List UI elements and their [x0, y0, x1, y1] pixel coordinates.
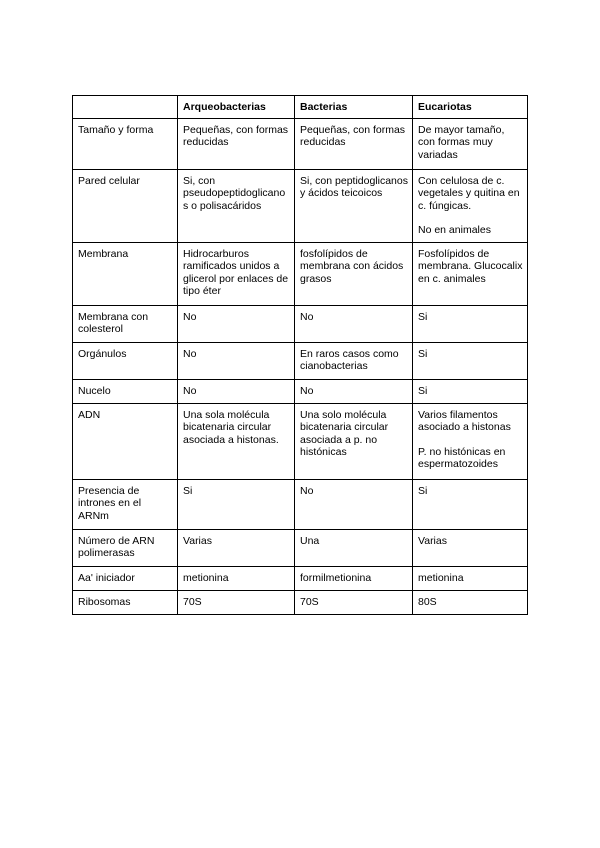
table-cell	[295, 242, 413, 305]
table-row	[73, 379, 528, 403]
cell-text: Una solo molécula bicatenaria circular asociada a p. no histónicas	[300, 408, 389, 458]
cell-text: Varios filamentos asociado a histonas	[418, 408, 511, 433]
row-label: Aa' iniciador	[73, 566, 178, 590]
table-row	[73, 118, 528, 169]
table-cell	[295, 305, 413, 342]
table-cell	[295, 479, 413, 529]
table-cell	[295, 169, 413, 242]
table-cell	[413, 379, 528, 403]
row-label: Tamaño y forma	[73, 118, 178, 169]
cell-text: Varias	[183, 534, 212, 547]
table-row	[73, 342, 528, 379]
cell-text: Una	[300, 534, 320, 547]
table-cell	[295, 118, 413, 169]
table-cell	[295, 566, 413, 590]
cell-text: formilmetionina	[300, 571, 372, 584]
comparison-table	[72, 95, 528, 615]
row-label: Membrana	[73, 242, 178, 305]
cell-text: Si, con peptidoglicanos y ácidos teicoicos	[300, 174, 408, 199]
header-cell-empty	[73, 96, 178, 119]
cell-text: Hidrocarburos ramificados unidos a glicerol por enlaces de tipo éter	[183, 247, 289, 297]
table-row	[73, 566, 528, 590]
cell-text: metionina	[418, 571, 464, 584]
cell-text: fosfolípidos de membrana con ácidos grasos	[300, 247, 404, 285]
cell-text: 80S	[418, 595, 437, 608]
table-cell	[295, 379, 413, 403]
table-cell	[178, 403, 295, 479]
cell-text: No	[300, 484, 314, 497]
cell-text: No	[300, 384, 314, 397]
cell-text: Si	[418, 310, 428, 323]
cell-text: Si	[183, 484, 193, 497]
cell-text: No	[183, 310, 197, 323]
table-row	[73, 590, 528, 614]
header-cell-eukaryotes: Eucariotas	[413, 96, 528, 119]
table-cell	[178, 169, 295, 242]
cell-text: En raros casos como cianobacterias	[300, 347, 399, 372]
cell-text: Fosfolípidos de membrana. Glucocalix en c. animales	[418, 247, 523, 285]
row-label: Pared celular	[73, 169, 178, 242]
table-cell	[413, 169, 528, 242]
cell-text: Si	[418, 347, 428, 360]
row-label: Nucelo	[73, 379, 178, 403]
table-cell	[295, 403, 413, 479]
table-cell	[178, 529, 295, 566]
cell-text: Una sola molécula bicatenaria circular asociada a histonas.	[183, 408, 279, 446]
cell-text: De mayor tamaño, con formas muy variadas	[418, 123, 505, 161]
cell-text: No en animales	[418, 224, 491, 236]
table-row	[73, 403, 528, 479]
table-row	[73, 242, 528, 305]
header-row	[73, 96, 528, 119]
cell-text: 70S	[183, 595, 202, 608]
cell-text: Si	[418, 484, 428, 497]
table-cell	[178, 342, 295, 379]
row-label: Número de ARN polimerasas	[73, 529, 178, 566]
cell-text: Si	[418, 384, 428, 397]
table-cell	[178, 479, 295, 529]
cell-text: Pequeñas, con formas reducidas	[300, 123, 406, 148]
table-row	[73, 169, 528, 242]
cell-text: 70S	[300, 595, 319, 608]
table-cell	[413, 305, 528, 342]
cell-text: No	[183, 384, 197, 397]
table-cell	[413, 479, 528, 529]
table-cell	[413, 342, 528, 379]
table-cell	[413, 590, 528, 614]
table-cell	[178, 118, 295, 169]
table-cell	[413, 403, 528, 479]
table-cell	[178, 305, 295, 342]
table-cell	[295, 590, 413, 614]
cell-text: Con celulosa de c. vegetales y quitina en c. fúngicas.	[418, 174, 520, 212]
table-cell	[178, 590, 295, 614]
table-cell	[413, 242, 528, 305]
table-cell	[413, 566, 528, 590]
table-cell	[295, 529, 413, 566]
table-cell	[413, 529, 528, 566]
cell-text: Si, con pseudopeptidoglicanos o polisacáridos	[183, 174, 286, 212]
row-label: ADN	[73, 403, 178, 479]
table-cell	[178, 379, 295, 403]
row-label: Orgánulos	[73, 342, 178, 379]
table-row	[73, 479, 528, 529]
table-cell	[295, 342, 413, 379]
row-label: Membrana con colesterol	[73, 305, 178, 342]
table-cell	[178, 242, 295, 305]
cell-text: No	[183, 347, 197, 360]
cell-text: Pequeñas, con formas reducidas	[183, 123, 289, 148]
cell-text: P. no histónicas en espermatozoides	[418, 445, 506, 470]
table-cell	[413, 118, 528, 169]
table-row	[73, 305, 528, 342]
cell-text: No	[300, 310, 314, 323]
row-label: Presencia de intrones en el ARNm	[73, 479, 178, 529]
table-row	[73, 529, 528, 566]
header-cell-archaea: Arqueobacterias	[178, 96, 295, 119]
cell-text: Varias	[418, 534, 447, 547]
row-label: Ribosomas	[73, 590, 178, 614]
table-cell	[178, 566, 295, 590]
header-cell-bacteria: Bacterias	[295, 96, 413, 119]
cell-text: metionina	[183, 571, 229, 584]
